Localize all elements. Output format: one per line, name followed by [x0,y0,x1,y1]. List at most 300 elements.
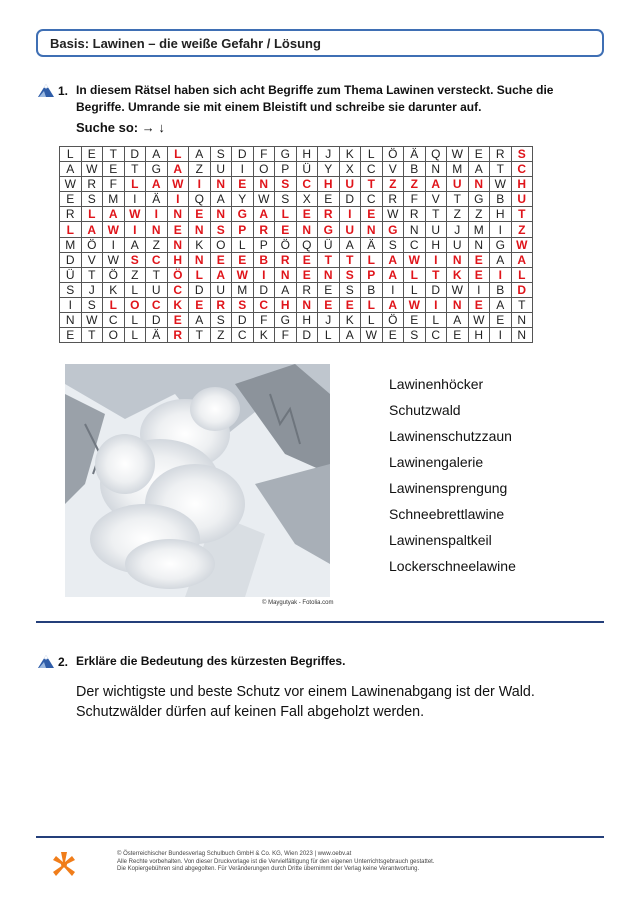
grid-cell: D [339,192,361,207]
grid-cell: H [511,177,533,192]
grid-cell: X [339,162,361,177]
grid-row [60,177,533,192]
grid-cell: S [124,252,146,267]
grid-cell: T [103,147,125,162]
grid-cell: U [511,192,533,207]
grid-cell: N [447,252,469,267]
grid-cell: A [146,147,168,162]
grid-cell: E [468,252,490,267]
grid-cell: C [361,162,383,177]
grid-cell: N [167,237,189,252]
grid-cell: I [253,267,275,282]
grid-cell: A [382,252,404,267]
grid-cell: H [296,313,318,328]
grid-cell: A [275,282,297,297]
grid-cell: C [253,297,275,312]
grid-cell: Z [382,177,404,192]
grid-cell: W [404,297,426,312]
grid-cell: M [447,162,469,177]
grid-cell: D [124,147,146,162]
grid-cell: T [361,177,383,192]
grid-cell: S [210,147,232,162]
grid-cell: L [124,313,146,328]
found-word: Lawinenhöcker [389,376,484,392]
grid-cell: B [404,162,426,177]
grid-cell: A [210,267,232,282]
grid-cell: S [382,237,404,252]
grid-cell: A [146,177,168,192]
grid-cell: L [361,147,383,162]
grid-cell: B [361,282,383,297]
grid-cell: O [210,237,232,252]
grid-cell: G [275,313,297,328]
grid-row [60,162,533,177]
grid-cell: Y [232,192,254,207]
grid-cell: E [361,207,383,222]
grid-cell: E [81,147,103,162]
grid-cell: E [404,313,426,328]
grid-cell: E [318,282,340,297]
grid-cell: S [81,192,103,207]
grid-cell: C [103,313,125,328]
grid-cell: A [60,162,82,177]
grid-cell: W [447,282,469,297]
grid-row [60,282,533,297]
grid-row [60,297,533,312]
grid-cell: T [124,162,146,177]
answer-line2: Schutzwälder dürfen auf keinen Fall abgeholzt werden. [76,704,425,720]
grid-cell: N [468,237,490,252]
grid-cell: I [425,252,447,267]
footer-divider [36,836,604,838]
grid-cell: I [382,282,404,297]
grid-cell: N [146,222,168,237]
grid-cell: L [361,297,383,312]
footer-copyright: © Österreichischer Bundesverlag Schulbuch GmbH & Co. KG, Wien 2023 | www.oebv.at [117,851,352,857]
grid-cell: X [296,192,318,207]
grid-cell: Q [296,237,318,252]
grid-cell: K [189,237,211,252]
grid-cell: S [210,222,232,237]
header-box [36,29,604,57]
grid-row [60,328,533,343]
grid-cell: I [146,207,168,222]
grid-cell: Z [404,177,426,192]
grid-cell: I [490,328,512,343]
grid-cell: E [167,313,189,328]
task2-number: 2. [58,655,69,669]
grid-cell: Ä [146,328,168,343]
grid-cell: H [167,252,189,267]
grid-cell: Ö [382,147,404,162]
grid-cell: E [468,147,490,162]
grid-cell: S [511,147,533,162]
grid-cell: A [382,297,404,312]
grid-cell: U [425,222,447,237]
grid-cell: F [275,328,297,343]
grid-cell: Z [468,207,490,222]
grid-cell: H [425,237,447,252]
grid-cell: C [146,252,168,267]
grid-cell: P [232,222,254,237]
grid-cell: T [425,207,447,222]
grid-cell: F [253,313,275,328]
grid-cell: O [103,328,125,343]
grid-cell: L [361,313,383,328]
grid-cell: W [382,207,404,222]
grid-cell: W [404,252,426,267]
publisher-logo-icon [52,850,76,880]
grid-cell: O [253,162,275,177]
grid-cell: M [60,237,82,252]
grid-cell: C [404,237,426,252]
grid-cell: E [60,192,82,207]
grid-cell: N [210,177,232,192]
grid-cell: A [81,222,103,237]
grid-cell: L [103,297,125,312]
grid-cell: H [275,297,297,312]
grid-cell: J [447,222,469,237]
grid-cell: N [167,207,189,222]
grid-cell: Z [146,237,168,252]
grid-cell: A [124,237,146,252]
grid-cell: H [318,177,340,192]
grid-cell: G [382,222,404,237]
grid-row [60,192,533,207]
grid-cell: L [232,237,254,252]
grid-cell: L [81,207,103,222]
grid-cell: S [210,313,232,328]
grid-cell: Q [425,147,447,162]
grid-cell: W [60,177,82,192]
grid-row [60,252,533,267]
mountain-icon [37,82,55,98]
found-word: Schneebrettlawine [389,506,505,522]
grid-cell: B [490,192,512,207]
grid-cell: S [275,177,297,192]
grid-cell: K [103,282,125,297]
grid-cell: A [490,252,512,267]
grid-cell: E [189,207,211,222]
grid-cell: R [210,297,232,312]
grid-cell: N [425,162,447,177]
grid-cell: W [81,313,103,328]
grid-cell: C [361,192,383,207]
grid-cell: Ä [361,237,383,252]
found-word: Lawinensprengung [389,480,508,496]
grid-cell: T [511,297,533,312]
word-search-grid [59,146,533,343]
grid-cell: L [275,207,297,222]
grid-cell: S [60,282,82,297]
grid-cell: W [103,222,125,237]
grid-cell: G [232,207,254,222]
word-list [389,374,516,582]
grid-cell: I [490,222,512,237]
grid-cell: A [253,207,275,222]
grid-cell: N [189,222,211,237]
grid-cell: Z [447,207,469,222]
grid-cell: N [511,328,533,343]
grid-cell: T [425,267,447,282]
grid-cell: Z [189,162,211,177]
grid-cell: Ö [103,267,125,282]
grid-cell: E [468,267,490,282]
grid-cell: N [253,177,275,192]
grid-cell: L [124,328,146,343]
grid-cell: Ö [382,313,404,328]
grid-cell: A [167,162,189,177]
search-direction-label: Suche so: → ↓ [76,120,165,135]
grid-cell: L [124,177,146,192]
grid-cell: R [253,222,275,237]
grid-cell: A [339,328,361,343]
grid-cell: L [124,282,146,297]
found-word: Schutzwald [389,402,461,418]
grid-cell: F [253,147,275,162]
grid-cell: C [511,162,533,177]
grid-cell: N [296,222,318,237]
grid-cell: E [318,297,340,312]
grid-cell: W [103,252,125,267]
grid-cell: T [511,207,533,222]
grid-cell: I [167,192,189,207]
grid-cell: H [468,328,490,343]
grid-cell: Ö [167,267,189,282]
grid-cell: E [468,297,490,312]
grid-cell: Ä [146,192,168,207]
grid-cell: S [339,267,361,282]
grid-cell: L [404,267,426,282]
grid-cell: I [103,237,125,252]
grid-cell: G [275,147,297,162]
grid-cell: H [296,147,318,162]
grid-cell: T [490,162,512,177]
found-word: Lockerschneelawine [389,558,516,574]
grid-cell: L [425,313,447,328]
grid-cell: W [447,147,469,162]
answer-line1: Der wichtigste und beste Schutz vor einem Lawinenabgang ist der Wald. [76,684,535,700]
grid-cell: W [511,237,533,252]
grid-cell: R [490,147,512,162]
grid-cell: U [210,162,232,177]
grid-cell: D [189,282,211,297]
grid-cell: L [167,147,189,162]
grid-cell: A [339,237,361,252]
grid-cell: J [81,282,103,297]
grid-cell: M [232,282,254,297]
grid-cell: I [60,297,82,312]
grid-cell: T [189,328,211,343]
found-word: Lawinenspaltkeil [389,532,492,548]
grid-cell: N [296,297,318,312]
grid-cell: A [210,192,232,207]
grid-cell: S [404,328,426,343]
grid-cell: N [60,313,82,328]
footer-text [117,851,435,874]
grid-cell: V [425,192,447,207]
grid-cell: W [490,177,512,192]
grid-cell: U [146,282,168,297]
task1-instruction [76,82,553,136]
grid-row [60,207,533,222]
page-title: Basis: Lawinen – die weiße Gefahr / Lösung [50,36,321,51]
grid-cell: E [339,297,361,312]
grid-cell: W [361,328,383,343]
grid-cell: S [81,297,103,312]
grid-cell: P [253,237,275,252]
grid-cell: E [210,252,232,267]
grid-cell: B [490,282,512,297]
task1-line1: In diesem Rätsel haben sich acht Begriffe zum Thema Lawinen versteckt. Suche die [76,83,554,97]
grid-cell: N [361,222,383,237]
grid-cell: E [296,252,318,267]
grid-cell: H [490,207,512,222]
grid-cell: T [447,192,469,207]
grid-cell: F [103,177,125,192]
grid-cell: M [103,192,125,207]
grid-cell: J [318,313,340,328]
grid-cell: K [167,297,189,312]
grid-cell: I [339,207,361,222]
grid-cell: K [339,147,361,162]
grid-cell: G [490,237,512,252]
grid-cell: E [318,192,340,207]
grid-cell: L [189,267,211,282]
grid-cell: U [210,282,232,297]
grid-cell: R [81,177,103,192]
grid-cell: N [318,267,340,282]
grid-cell: L [60,147,82,162]
grid-cell: C [232,328,254,343]
grid-cell: Ö [275,237,297,252]
grid-cell: G [318,222,340,237]
grid-cell: R [382,192,404,207]
avalanche-photo [65,364,330,597]
grid-cell: D [253,282,275,297]
grid-cell: S [232,297,254,312]
grid-row [60,313,533,328]
grid-cell: A [511,252,533,267]
grid-cell: E [232,177,254,192]
grid-cell: D [232,147,254,162]
grid-cell: T [81,328,103,343]
grid-cell: L [60,222,82,237]
grid-cell: E [275,222,297,237]
grid-cell: D [232,313,254,328]
grid-cell: A [447,313,469,328]
photo-credit: © Maygutyak - Fotolia.com [262,600,334,606]
grid-cell: I [425,297,447,312]
grid-cell: A [468,162,490,177]
grid-cell: N [275,267,297,282]
grid-cell: O [124,297,146,312]
grid-cell: E [490,313,512,328]
grid-cell: U [447,237,469,252]
grid-cell: C [146,297,168,312]
grid-cell: I [124,192,146,207]
grid-cell: N [404,222,426,237]
grid-cell: Z [511,222,533,237]
grid-cell: G [468,192,490,207]
grid-cell: T [339,252,361,267]
grid-cell: P [361,267,383,282]
grid-cell: E [296,267,318,282]
grid-cell: I [189,177,211,192]
grid-cell: K [253,328,275,343]
grid-row [60,222,533,237]
grid-cell: C [296,177,318,192]
grid-cell: D [146,313,168,328]
grid-cell: R [296,282,318,297]
grid-cell: R [167,328,189,343]
grid-cell: Ü [60,267,82,282]
grid-cell: C [425,328,447,343]
footer-disclaimer: Die Kopiergebühren sind abgegolten. Für Veränderungen durch Dritte übernimmt der Verlag keine Verantwortung. [117,866,420,873]
grid-cell: U [339,177,361,192]
grid-cell: N [468,177,490,192]
grid-cell: E [232,252,254,267]
task2-answer [76,682,535,722]
task1-number: 1. [58,84,69,98]
grid-cell: W [167,177,189,192]
grid-cell: Ö [81,237,103,252]
grid-cell: A [189,313,211,328]
grid-cell: V [382,162,404,177]
grid-cell: B [253,252,275,267]
grid-cell: A [189,147,211,162]
grid-cell: N [447,297,469,312]
grid-cell: D [511,282,533,297]
grid-cell: D [60,252,82,267]
grid-cell: I [124,222,146,237]
grid-cell: L [361,252,383,267]
grid-cell: U [339,222,361,237]
grid-cell: R [318,207,340,222]
grid-cell: R [60,207,82,222]
grid-cell: W [468,313,490,328]
grid-cell: R [404,207,426,222]
grid-cell: T [146,267,168,282]
grid-cell: E [103,162,125,177]
grid-cell: E [60,328,82,343]
grid-cell: L [404,282,426,297]
grid-cell: N [189,252,211,267]
grid-cell: K [447,267,469,282]
grid-cell: Z [210,328,232,343]
grid-cell: Ü [318,237,340,252]
grid-cell: K [339,313,361,328]
grid-cell: A [103,207,125,222]
grid-cell: E [382,328,404,343]
task2-instruction: Erkläre die Bedeutung des kürzesten Begriffes. [76,654,346,668]
grid-cell: I [490,267,512,282]
grid-cell: W [124,207,146,222]
grid-cell: I [468,282,490,297]
grid-cell: R [275,252,297,267]
grid-cell: J [318,147,340,162]
section-divider [36,621,604,623]
found-word: Lawinengalerie [389,454,484,470]
grid-row [60,237,533,252]
grid-cell: A [490,297,512,312]
grid-cell: Ü [296,162,318,177]
grid-cell: E [167,222,189,237]
grid-cell: U [447,177,469,192]
grid-cell: M [468,222,490,237]
grid-cell: Y [318,162,340,177]
grid-cell: A [425,177,447,192]
